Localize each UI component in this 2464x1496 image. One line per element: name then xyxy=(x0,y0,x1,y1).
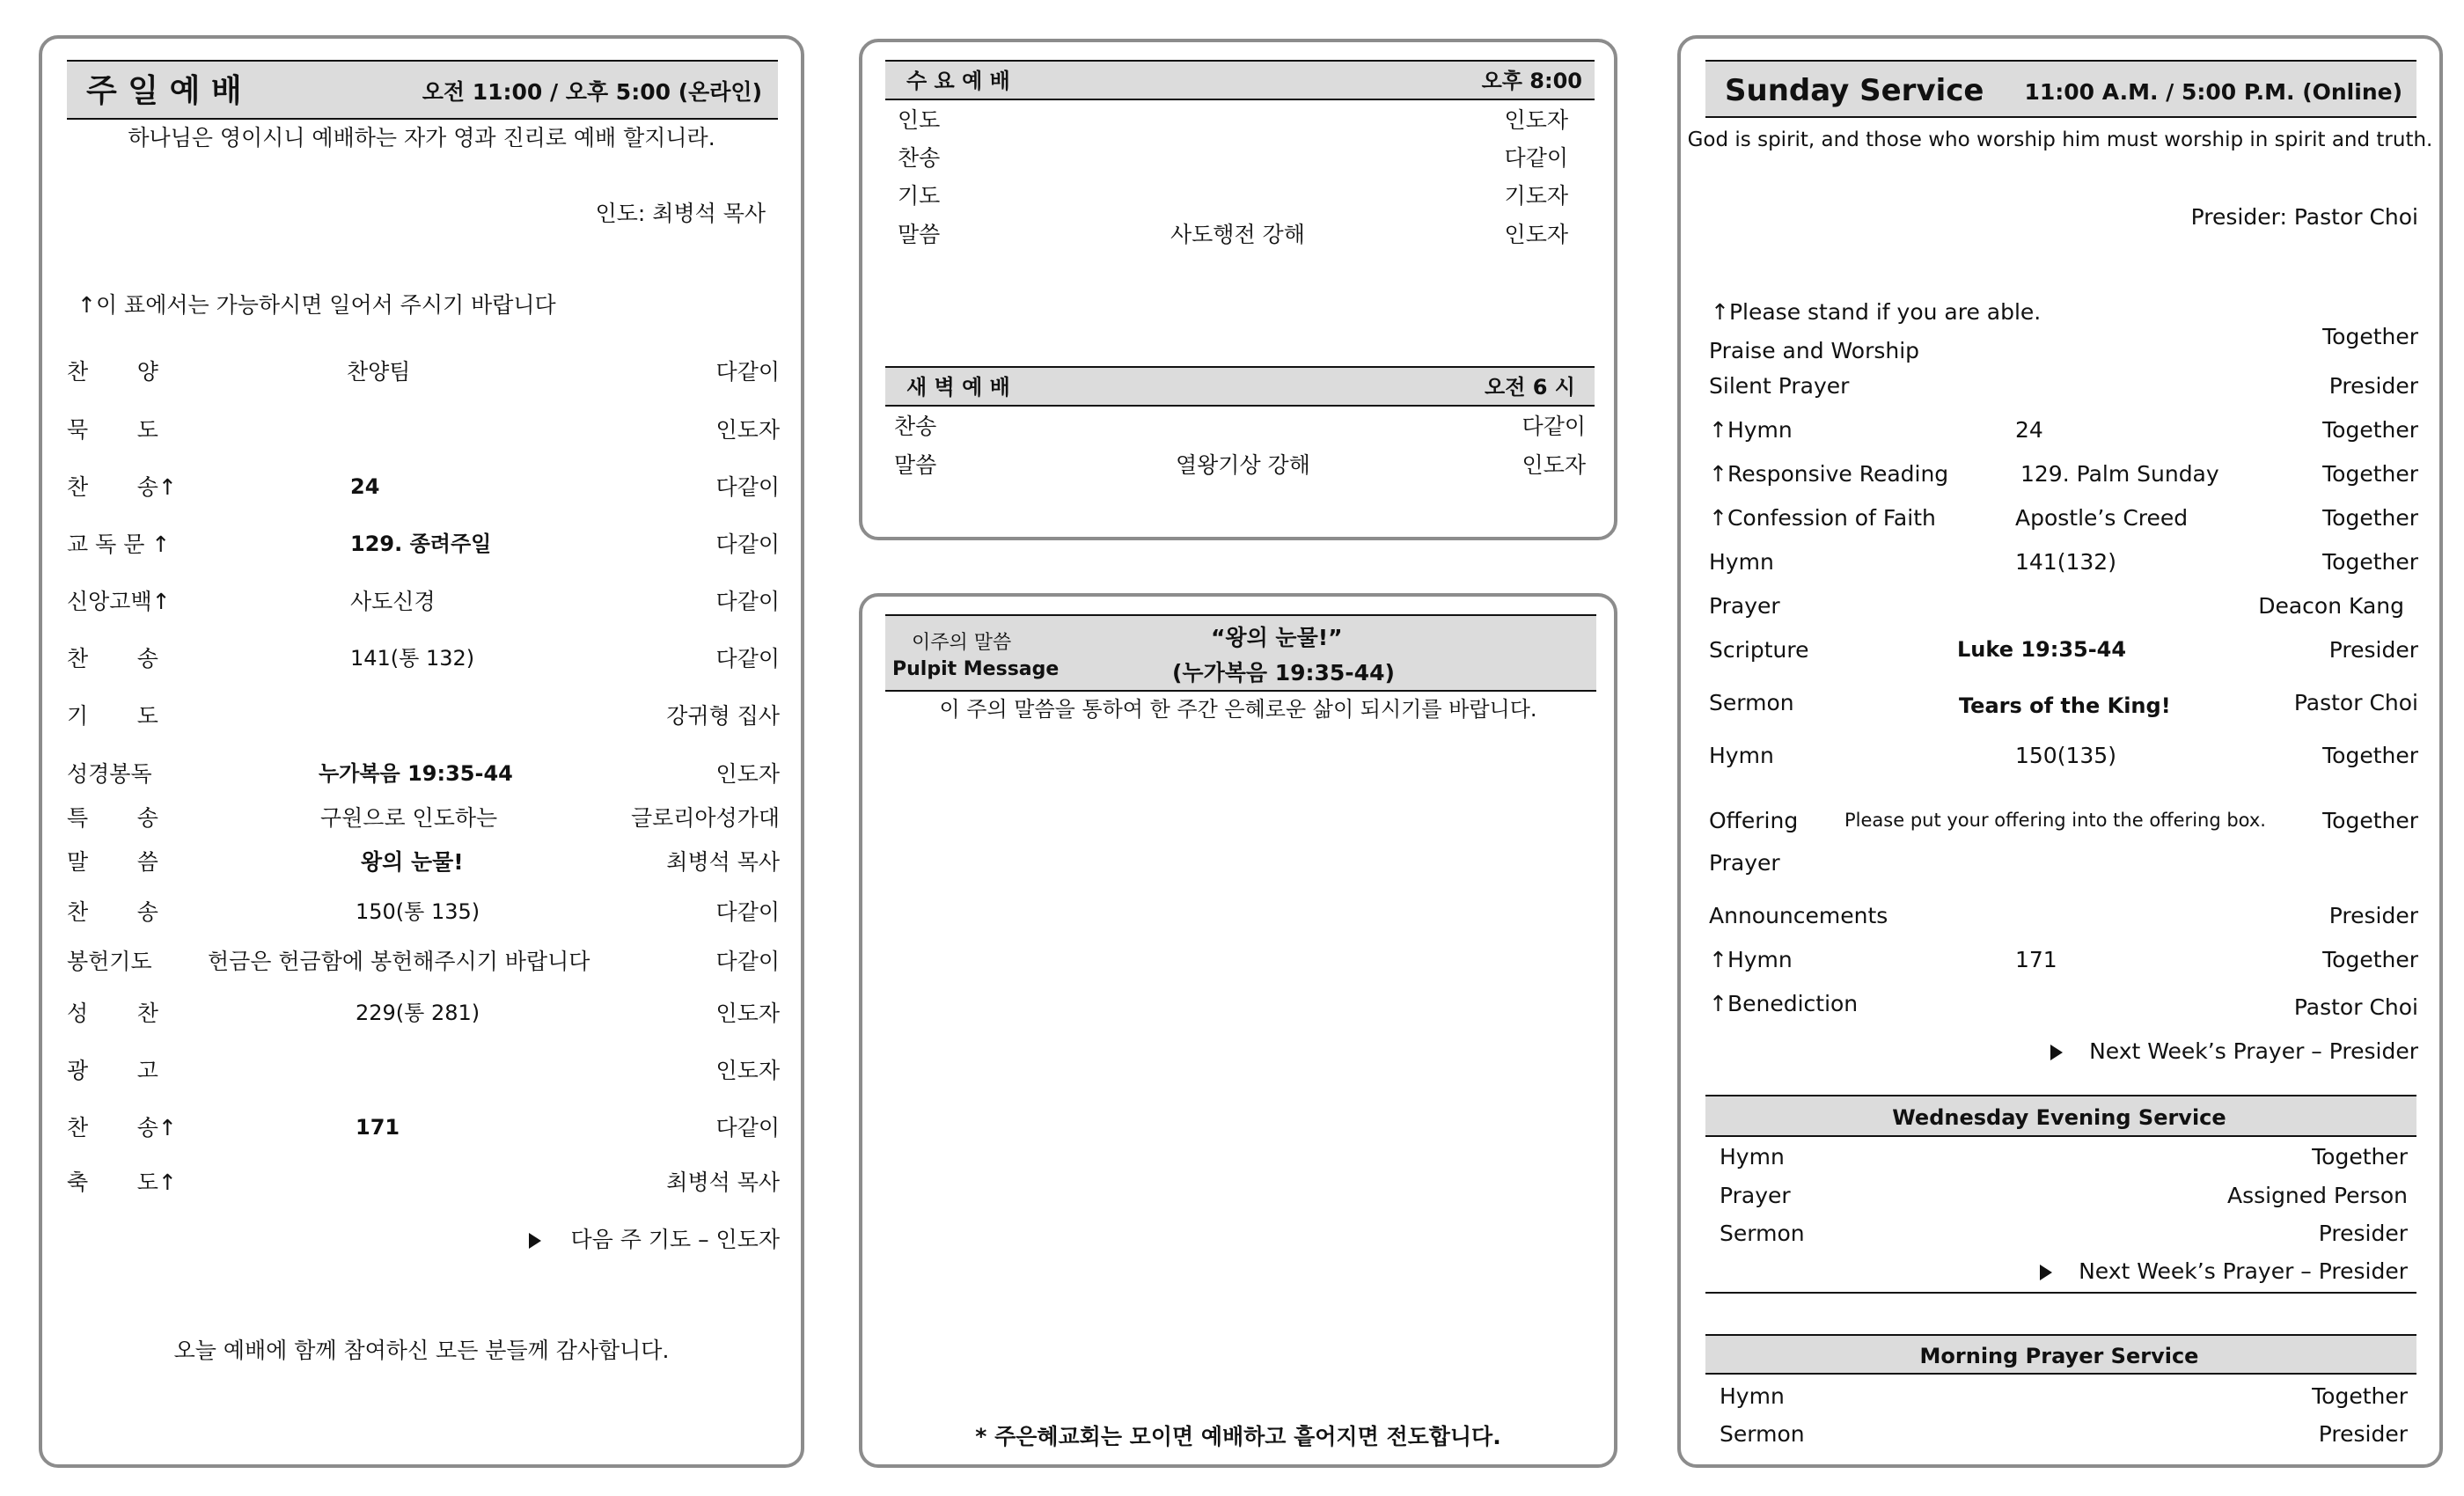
order-role: 다같이 xyxy=(715,646,780,671)
order-label: 봉헌기도 xyxy=(67,949,152,974)
play-triangle-icon xyxy=(2040,1265,2052,1280)
order-detail: 24 xyxy=(350,474,380,499)
wednesday-evening-title: Wednesday Evening Service xyxy=(1892,1105,2226,1130)
korean-sunday-panel xyxy=(39,35,804,1468)
order-detail: Please put your offering into the offering box. xyxy=(1844,810,2266,831)
order-detail: 사도행전 강해 xyxy=(1170,222,1305,247)
korean-sunday-header xyxy=(67,60,778,120)
order-label: 찬 양 xyxy=(67,359,158,385)
order-role: Together xyxy=(2312,1383,2408,1409)
order-role: 최병석 목사 xyxy=(666,1170,780,1195)
order-role: Presider xyxy=(2318,1421,2408,1447)
order-detail: 150(통 135) xyxy=(356,899,480,924)
order-label: ↑Hymn xyxy=(1709,417,1793,443)
order-label: 교 독 문 ↑ xyxy=(67,532,171,557)
order-role: Together xyxy=(2322,947,2418,972)
order-detail: 사도신경 xyxy=(350,589,436,614)
sunday-service-stand-note: ↑Please stand if you are able. xyxy=(1711,299,2042,325)
order-role: 글로리아성가대 xyxy=(630,805,780,831)
order-label: 찬 송↑ xyxy=(67,474,177,500)
order-role: 다같이 xyxy=(1504,145,1568,171)
order-role: Together xyxy=(2322,549,2418,575)
divider xyxy=(1705,1292,2416,1294)
order-role: 다같이 xyxy=(715,532,780,557)
pulpit-message-panel xyxy=(859,593,1617,1468)
order-detail: Tears of the King! xyxy=(1959,693,2171,718)
order-label: 신앙고백↑ xyxy=(67,589,171,614)
english-next-week xyxy=(2050,1040,2418,1062)
order-label: Prayer xyxy=(1720,1183,1791,1208)
english-next-week-text: Next Week’s Prayer – Presider xyxy=(2089,1038,2418,1064)
order-role: Together xyxy=(2322,324,2418,349)
order-detail: 141(132) xyxy=(2015,549,2116,575)
order-detail: 24 xyxy=(2015,417,2043,443)
order-role: 다같이 xyxy=(715,1115,780,1140)
order-role: Together xyxy=(2322,461,2418,487)
order-label: 찬 송↑ xyxy=(67,1115,177,1140)
order-role: Together xyxy=(2322,743,2418,768)
order-label: 인도 xyxy=(898,107,941,133)
korean-sunday-stand-note: ↑이 표에서는 가능하시면 일어서 주시기 바랍니다 xyxy=(77,292,556,318)
order-role: 강귀형 집사 xyxy=(666,703,780,729)
order-label: ↑Hymn xyxy=(1709,947,1793,972)
korean-next-week-text: 다음 주 기도 – 인도자 xyxy=(570,1227,780,1252)
order-label: Offering xyxy=(1709,808,1799,833)
order-detail: 찬양팀 xyxy=(347,359,411,385)
sunday-service-presider: Presider: Pastor Choi xyxy=(2190,204,2418,230)
order-detail: 229(통 281) xyxy=(356,1001,480,1025)
order-label: 찬 송 xyxy=(67,646,158,671)
order-role: 다같이 xyxy=(715,474,780,500)
order-role: 다같이 xyxy=(715,359,780,385)
order-label: 말씀 xyxy=(898,222,941,247)
order-label: 특 송 xyxy=(67,805,158,831)
order-role: 인도자 xyxy=(715,1001,780,1026)
order-role: 인도자 xyxy=(1504,222,1568,247)
order-role: 최병석 목사 xyxy=(666,849,780,875)
church-motto: * 주은혜교회는 모이면 예배하고 흩어지면 전도합니다. xyxy=(975,1424,1501,1449)
order-role: Presider xyxy=(2328,373,2418,399)
wednesday-next-week-text: Next Week’s Prayer – Presider xyxy=(2079,1258,2408,1284)
order-label: 축 도↑ xyxy=(67,1170,177,1195)
order-role: 기도자 xyxy=(1504,183,1568,209)
order-label: 성경봉독 xyxy=(67,761,152,787)
sunday-service-title: Sunday Service xyxy=(1725,73,1984,108)
pulpit-header xyxy=(885,614,1596,692)
order-label: Hymn xyxy=(1709,743,1774,768)
order-label: 말 씀 xyxy=(67,849,158,875)
order-label: Hymn xyxy=(1720,1383,1785,1409)
order-role: 다같이 xyxy=(715,899,780,925)
order-detail: 171 xyxy=(356,1115,400,1140)
order-label: 성 찬 xyxy=(67,1001,158,1026)
order-role: Presider xyxy=(2318,1221,2408,1246)
pulpit-label-en: Pulpit Message xyxy=(892,658,1060,680)
order-detail: 129. Palm Sunday xyxy=(2020,461,2219,487)
dawn-time: 오전 6 시 xyxy=(1485,375,1575,400)
dawn-title: 새 벽 예 배 xyxy=(906,375,1010,400)
order-role: 인도자 xyxy=(715,417,780,443)
wednesday-evening-header xyxy=(1705,1095,2416,1137)
wednesday-next-week xyxy=(2040,1260,2408,1282)
order-role: Presider xyxy=(2328,637,2418,663)
order-label: 기도 xyxy=(898,183,941,209)
korean-weekday-panel xyxy=(859,39,1617,540)
order-role: Presider xyxy=(2328,903,2418,928)
order-role: Pastor Choi xyxy=(2293,690,2418,715)
order-role: Together xyxy=(2322,505,2418,531)
order-role: Assigned Person xyxy=(2226,1183,2408,1208)
pulpit-label-kr: 이주의 말씀 xyxy=(912,632,1012,654)
order-label: ↑Responsive Reading xyxy=(1709,461,1949,487)
korean-sunday-time: 오전 11:00 / 오후 5:00 (온라인) xyxy=(422,79,762,105)
order-label: Prayer xyxy=(1709,850,1780,876)
order-label: Hymn xyxy=(1720,1144,1785,1170)
english-panel xyxy=(1677,35,2443,1468)
order-label: Sermon xyxy=(1720,1421,1805,1447)
order-role: 다같이 xyxy=(1522,414,1586,439)
order-role: Pastor Choi xyxy=(2293,994,2418,1020)
pulpit-reference: (누가복음 19:35-44) xyxy=(1172,660,1395,686)
play-triangle-icon xyxy=(529,1233,541,1249)
korean-sunday-title: 주 일 예 배 xyxy=(86,73,242,109)
wednesday-title: 수 요 예 배 xyxy=(906,69,1010,93)
order-label: ↑Benediction xyxy=(1709,991,1859,1016)
morning-prayer-title: Morning Prayer Service xyxy=(1919,1344,2199,1368)
morning-prayer-header xyxy=(1705,1334,2416,1375)
order-label: Hymn xyxy=(1709,549,1774,575)
sunday-service-verse: God is spirit, and those who worship him must worship in spirit and truth. xyxy=(1687,128,2433,151)
order-detail: 129. 종려주일 xyxy=(350,532,492,556)
order-label: Announcements xyxy=(1709,903,1888,928)
order-label: Sermon xyxy=(1709,690,1794,715)
order-label: 기 도 xyxy=(67,703,158,729)
order-role: 인도자 xyxy=(1504,107,1568,133)
order-detail: 열왕기상 강해 xyxy=(1176,452,1310,478)
order-detail: 150(135) xyxy=(2015,743,2116,768)
order-role: 다같이 xyxy=(715,589,780,614)
order-detail: 141(통 132) xyxy=(350,646,475,671)
pulpit-note: 이 주의 말씀을 통하여 한 주간 은혜로운 삶이 되시기를 바랍니다. xyxy=(939,697,1537,722)
order-label: 광 고 xyxy=(67,1058,158,1083)
order-label: Sermon xyxy=(1720,1221,1805,1246)
korean-sunday-presider: 인도: 최병석 목사 xyxy=(595,201,766,226)
wednesday-header xyxy=(885,60,1595,100)
order-detail: 왕의 눈물! xyxy=(361,849,464,875)
order-label: 찬송 xyxy=(894,414,937,439)
korean-sunday-verse: 하나님은 영이시니 예배하는 자가 영과 진리로 예배 할지니라. xyxy=(128,125,715,150)
sunday-service-time: 11:00 A.M. / 5:00 P.M. (Online) xyxy=(2024,79,2402,105)
order-detail: 누가복음 19:35-44 xyxy=(319,761,513,786)
wednesday-time: 오후 8:00 xyxy=(1481,69,1582,93)
korean-thanks: 오늘 예배에 함께 참여하신 모든 분들께 감사합니다. xyxy=(173,1338,670,1363)
order-role: Together xyxy=(2322,417,2418,443)
korean-next-week xyxy=(529,1228,781,1250)
pulpit-title: “왕의 눈물!” xyxy=(1211,625,1343,650)
order-label: 찬송 xyxy=(898,145,941,171)
order-label: Praise and Worship xyxy=(1709,338,1920,363)
order-role: 다같이 xyxy=(715,949,780,974)
order-detail: 171 xyxy=(2015,947,2057,972)
order-label: Scripture xyxy=(1709,637,1809,663)
order-role: 인도자 xyxy=(1522,452,1586,478)
order-label: 묵 도 xyxy=(67,417,158,443)
order-label: 찬 송 xyxy=(67,899,158,925)
order-label: ↑Confession of Faith xyxy=(1709,505,1936,531)
order-role: Together xyxy=(2312,1144,2408,1170)
order-label: Silent Prayer xyxy=(1709,373,1850,399)
play-triangle-icon xyxy=(2050,1045,2063,1060)
order-detail: Luke 19:35-44 xyxy=(1957,637,2127,662)
order-detail: 구원으로 인도하는 xyxy=(320,805,498,831)
order-role: Together xyxy=(2322,808,2418,833)
dawn-header xyxy=(885,366,1595,407)
order-role: Deacon Kang xyxy=(2258,593,2404,619)
order-role: 인도자 xyxy=(715,761,780,787)
order-label: Prayer xyxy=(1709,593,1780,619)
sunday-service-header xyxy=(1705,60,2416,118)
order-detail: Apostle’s Creed xyxy=(2015,505,2189,531)
order-detail: 헌금은 헌금함에 봉헌해주시기 바랍니다 xyxy=(208,949,590,974)
order-label: 말씀 xyxy=(894,452,937,478)
order-role: 인도자 xyxy=(715,1058,780,1083)
